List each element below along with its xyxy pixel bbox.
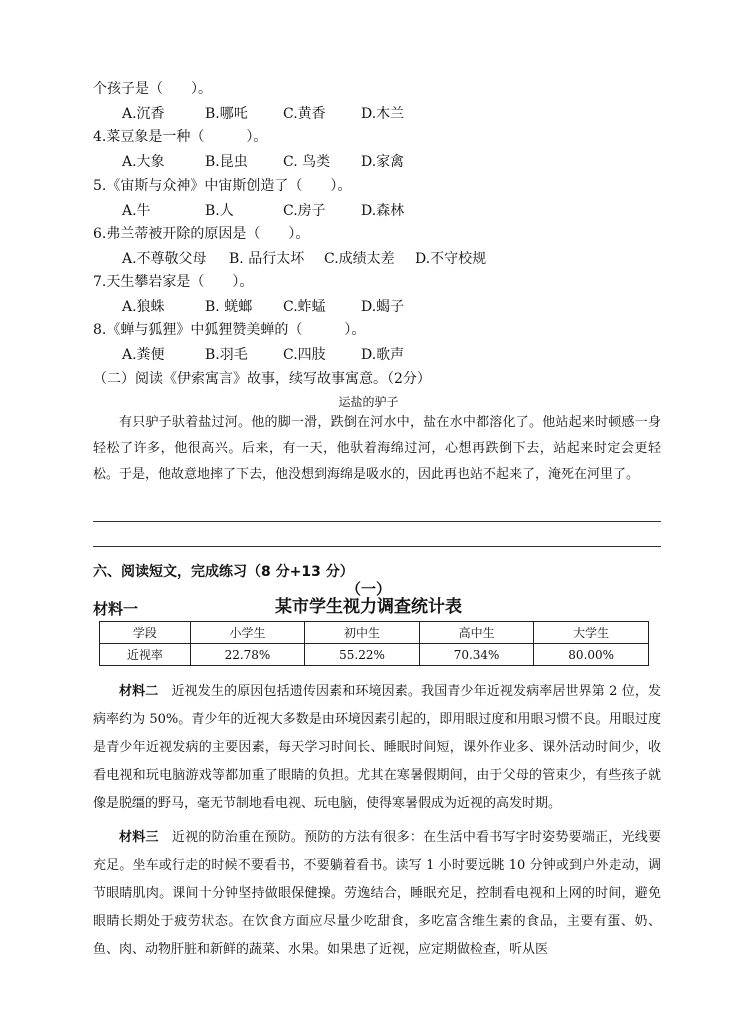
question-7-options (122, 298, 404, 316)
table-header-cell: 小学生 (190, 622, 305, 644)
table-cell: 22.78% (190, 644, 305, 666)
question-7-stem: 7.天生攀岩家是（ ）。 (93, 274, 254, 290)
option-d: D.木兰 (361, 106, 405, 122)
question-3-stem: 个孩子是（ ）。 (93, 81, 212, 97)
option-a: A.不尊敬父母 (122, 251, 207, 267)
question-8-options (122, 346, 404, 364)
question-3-options (122, 105, 404, 123)
question-4-stem: 4.菜豆象是一种（ ）。 (93, 129, 268, 145)
option-d: D.蝎子 (361, 299, 405, 315)
option-a: A.狼蛛 (122, 299, 165, 315)
option-d: D.森林 (361, 203, 405, 219)
material-3-text: 近视的防治重在预防。预防的方法有很多：在生活中看书写字时姿势要端正，光线要充足。坐车或行走的时候不要看书，不要躺着看书。读写 1 小时要远眺 10 分钟或到户外走动，调节眼睛肌肉。课间十分钟坚持做眼保健操。劳逸结合，睡眠充足，控制看电视和上网的时间，避免眼睛长期处于疲劳状态。在饮食方面应尽量少吃甜食，多吃富含维生素的食品，主要有蛋、奶、鱼、肉、动物肝脏和新鲜的蔬菜、水果。如果患了近视，应定期做检查，听从医 (93, 830, 661, 957)
question-6-stem: 6.弗兰蒂被开除的原因是（ ）。 (93, 226, 310, 242)
option-c: C.蚱蜢 (283, 299, 326, 315)
option-c: C.房子 (283, 203, 326, 219)
answer-line-2 (93, 546, 661, 547)
material-2-text: 近视发生的原因包括遗传因素和环境因素。我国青少年近视发病率居世界第 2 位，发病率约为 50%。青少年的近视大多数是由环境因素引起的，即用眼过度和用眼习惯不良。用眼过度是青少年近视发病的主要因素，每天学习时间长、睡眠时间短，课外作业多、课外活动时间少，收看电视和玩电脑游戏等都加重了眼睛的负担。尤其在寒暑假期间，由于父母的管束少，有些孩子就像是脱缰的野马，毫无节制地看电视、玩电脑，使得寒暑假成为近视的高发时期。 (93, 684, 661, 811)
option-c: C.黄香 (283, 106, 326, 122)
answer-line-1 (93, 521, 661, 522)
option-b: B. 蜣螂 (205, 299, 253, 315)
question-5-stem: 5.《宙斯与众神》中宙斯创造了（ ）。 (93, 178, 352, 194)
option-c: C. 鸟类 (283, 154, 331, 170)
table-row (100, 644, 649, 666)
section-2-heading: （二）阅读《伊索寓言》故事，续写故事寓意。（2分） (93, 371, 431, 387)
vision-stats-table (99, 621, 649, 666)
option-b: B.羽毛 (205, 347, 248, 363)
option-b: B.人 (205, 203, 234, 219)
question-4-options (122, 153, 404, 171)
option-c: C.四肢 (283, 347, 326, 363)
material-2-label: 材料二 (119, 684, 159, 699)
table-header-cell: 学段 (100, 622, 191, 644)
table-header-cell: 初中生 (305, 622, 420, 644)
material-3-label: 材料三 (119, 830, 159, 845)
option-a: A.大象 (122, 154, 165, 170)
material-2 (93, 678, 661, 818)
option-d: D.不守校规 (415, 251, 487, 267)
table-title: 某市学生视力调查统计表 (275, 597, 462, 617)
story-title: 运盐的驴子 (338, 395, 399, 409)
material-1-label: 材料一 (93, 600, 139, 618)
question-6-options (122, 250, 486, 268)
table-cell: 80.00% (534, 644, 649, 666)
question-8-stem: 8.《蝉与狐狸》中狐狸赞美蝉的（ ）。 (93, 322, 366, 338)
section-6-heading: 六、阅读短文，完成练习（8 分+13 分） (93, 564, 354, 580)
option-a: A.牛 (122, 203, 151, 219)
table-cell: 70.34% (419, 644, 534, 666)
story-text: 有只驴子驮着盐过河。他的脚一滑，跌倒在河水中，盐在水中都溶化了。他站起来时顿感一身轻松了许多，他很高兴。后来，有一天，他驮着海绵过河，心想再跌倒下去，站起来时定会更轻松。于是，他故意地摔了下去，他没想到海绵是吸水的，因此再也站不起来了，淹死在河里了。 (93, 415, 661, 482)
option-d: D.歌声 (361, 347, 405, 363)
material-3 (93, 824, 661, 964)
option-a: A.沉香 (122, 106, 165, 122)
option-b: B.昆虫 (205, 154, 248, 170)
option-d: D.家禽 (361, 154, 405, 170)
table-header-cell: 大学生 (534, 622, 649, 644)
table-header-row (100, 622, 649, 644)
table-cell: 近视率 (100, 644, 191, 666)
subsection-title: （一） (345, 580, 391, 598)
table-cell: 55.22% (305, 644, 420, 666)
option-b: B. 品行太坏 (229, 251, 305, 267)
option-b: B.哪吒 (205, 106, 248, 122)
table-header-cell: 高中生 (419, 622, 534, 644)
option-c: C.成绩太差 (324, 251, 395, 267)
question-5-options (122, 202, 404, 220)
option-a: A.粪便 (122, 347, 165, 363)
